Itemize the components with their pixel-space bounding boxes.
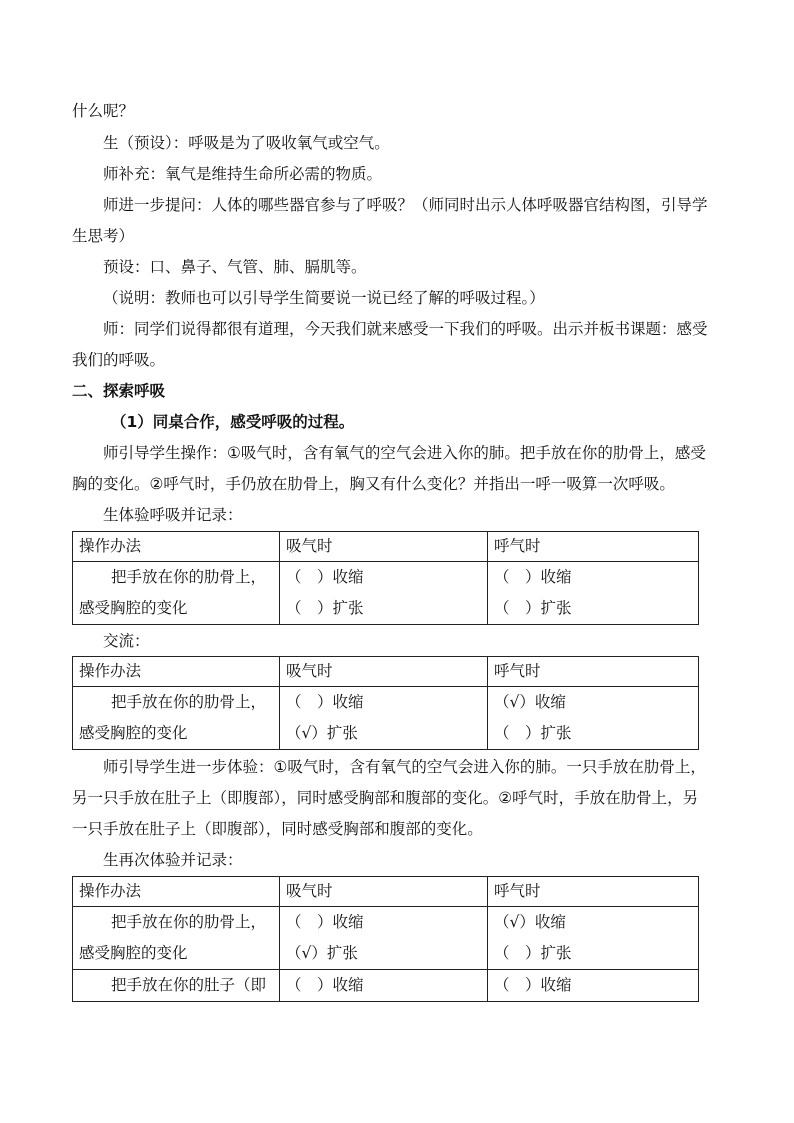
- method-cell: [73, 687, 280, 750]
- inhale-cell: [280, 907, 488, 970]
- paragraph: 师进一步提问：人体的哪些器官参与了呼吸？（师同时出示人体呼吸器官结构图，引导学: [103, 196, 708, 214]
- method-text: 感受胸腔的变化: [79, 944, 188, 962]
- exhale-cell: [488, 907, 699, 970]
- section-heading: 二、探索呼吸: [72, 382, 166, 400]
- header-exhale: 呼气时: [488, 657, 699, 687]
- header-exhale: 呼气时: [488, 877, 699, 907]
- option-expand: （ ）扩张: [494, 944, 572, 962]
- header-method: 操作办法: [73, 657, 280, 687]
- paragraph: 师引导学生操作：①吸气时，含有氧气的空气会进入你的肺。把手放在你的肋骨上，感受: [103, 444, 706, 462]
- option-contract: （ ）收缩: [494, 976, 572, 994]
- paragraph: （说明：教师也可以引导学生简要说一说已经了解的呼吸过程。）: [103, 289, 545, 307]
- method-text: 把手放在你的肋骨上，: [111, 693, 267, 711]
- option-expand: （√）扩张: [286, 724, 358, 742]
- subsection-heading: （1）同桌合作，感受呼吸的过程。: [111, 413, 355, 431]
- table-row: [73, 907, 699, 970]
- paragraph: 我们的呼吸。: [72, 351, 166, 369]
- method-text: 感受胸腔的变化: [79, 724, 188, 742]
- inhale-cell: [280, 970, 488, 1002]
- table-row: [73, 687, 699, 750]
- paragraph: 交流：: [103, 632, 150, 650]
- option-contract: （√）收缩: [494, 693, 566, 711]
- table-header-row: [73, 877, 699, 907]
- paragraph: 另一只手放在肚子上（即腹部），同时感受胸部和腹部的变化。②呼气时，手放在肋骨上，另: [72, 789, 699, 807]
- table-row: [73, 562, 699, 625]
- header-inhale: 吸气时: [280, 877, 488, 907]
- option-expand: （ ）扩张: [494, 599, 572, 617]
- header-inhale: 吸气时: [280, 657, 488, 687]
- option-expand: （ ）扩张: [286, 599, 364, 617]
- paragraph: 生思考）: [72, 227, 135, 245]
- option-expand: （√）扩张: [286, 944, 358, 962]
- paragraph: 师补充：氧气是维持生命所必需的物质。: [103, 165, 383, 183]
- paragraph: 预设：口、鼻子、气管、肺、膈肌等。: [103, 258, 367, 276]
- method-text: 感受胸腔的变化: [79, 599, 188, 617]
- table-header-row: [73, 532, 699, 562]
- table-row: [73, 970, 699, 1002]
- table-header-row: [73, 657, 699, 687]
- method-cell: [73, 970, 280, 1002]
- paragraph: 师引导学生进一步体验：①吸气时，含有氧气的空气会进入你的肺。一只手放在肋骨上，: [103, 758, 706, 776]
- method-text: 把手放在你的肚子（即: [111, 976, 267, 994]
- option-contract: （ ）收缩: [286, 568, 364, 586]
- method-text: 把手放在你的肋骨上，: [111, 913, 267, 931]
- method-text: 把手放在你的肋骨上，: [111, 568, 267, 586]
- paragraph: 生再次体验并记录：: [103, 851, 243, 869]
- paragraph: 什么呢？: [72, 102, 135, 120]
- option-contract: （ ）收缩: [286, 976, 364, 994]
- exhale-cell: [488, 562, 699, 625]
- option-contract: （√）收缩: [494, 913, 566, 931]
- record-table-1: [72, 531, 699, 625]
- inhale-cell: [280, 687, 488, 750]
- header-method: 操作办法: [73, 532, 280, 562]
- option-contract: （ ）收缩: [286, 693, 364, 711]
- header-inhale: 吸气时: [280, 532, 488, 562]
- method-cell: [73, 907, 280, 970]
- option-expand: （ ）扩张: [494, 724, 572, 742]
- paragraph: 生体验呼吸并记录：: [103, 506, 243, 524]
- option-contract: （ ）收缩: [494, 568, 572, 586]
- paragraph: 胸的变化。②呼气时，手仍放在肋骨上，胸又有什么变化？并指出一呼一吸算一次呼吸。: [72, 475, 675, 493]
- paragraph: 一只手放在肚子上（即腹部），同时感受胸部和腹部的变化。: [72, 820, 483, 838]
- paragraph: 生（预设）：呼吸是为了吸收氧气或空气。: [103, 134, 390, 152]
- exhale-cell: [488, 687, 699, 750]
- header-exhale: 呼气时: [488, 532, 699, 562]
- inhale-cell: [280, 562, 488, 625]
- method-cell: [73, 562, 280, 625]
- record-table-3: [72, 876, 699, 1002]
- option-contract: （ ）收缩: [286, 913, 364, 931]
- exhale-cell: [488, 970, 699, 1002]
- paragraph: 师：同学们说得都很有道理，今天我们就来感受一下我们的呼吸。出示并板书课题：感受: [103, 320, 708, 338]
- header-method: 操作办法: [73, 877, 280, 907]
- record-table-2: [72, 656, 699, 750]
